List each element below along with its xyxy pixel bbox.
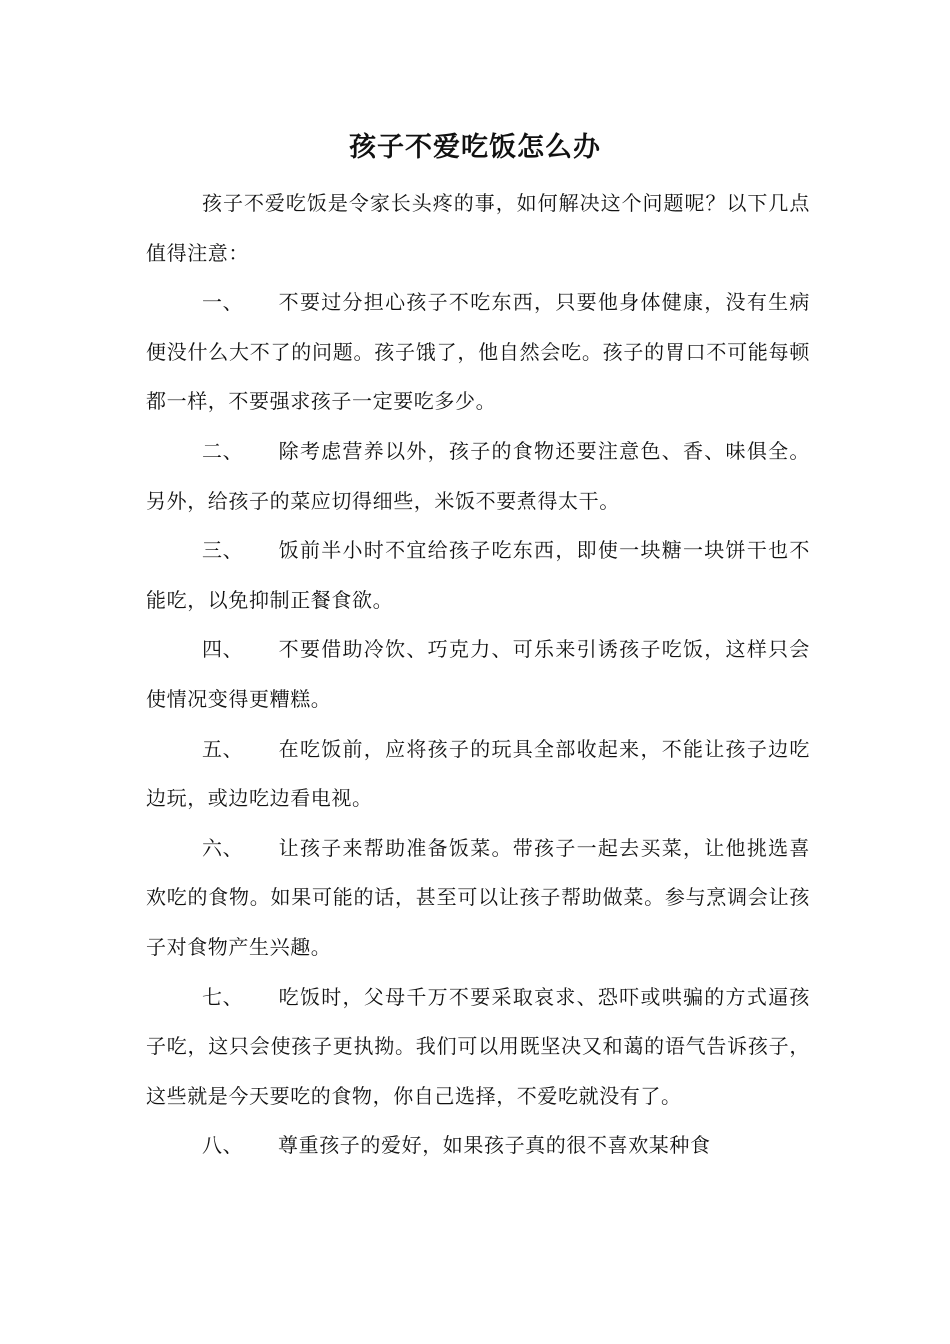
item-number: 一、 [202,290,244,315]
intro-paragraph: 孩子不爱吃饭是令家长头疼的事，如何解决这个问题呢？以下几点值得注意： [146,191,810,265]
item-number: 二、 [202,438,244,463]
item-number: 八、 [202,1133,244,1158]
list-item-5 [146,725,810,824]
item-text: 吃饭时，父母千万不要采取哀求、恐吓或哄骗的方式逼孩子吃，这只会使孩子更执拗。我们可以用既坚决又和蔼的语气告诉孩子，这些就是今天要吃的食物，你自己选择，不爱吃就没有了。 [146,984,810,1108]
document-title: 孩子不爱吃饭怎么办 [349,132,601,163]
list-item-8 [146,1121,810,1171]
list-item-1 [146,278,810,427]
item-text: 在吃饭前，应将孩子的玩具全部收起来，不能让孩子边吃边玩，或边吃边看电视。 [146,736,810,811]
list-item-3 [146,526,810,625]
item-text: 尊重孩子的爱好，如果孩子真的很不喜欢某种食 [278,1133,711,1158]
item-number: 六、 [202,835,244,860]
document-body [146,179,810,1171]
list-item-6 [146,824,810,973]
item-number: 五、 [202,736,244,761]
item-number: 四、 [202,637,244,662]
item-number: 七、 [202,984,244,1009]
item-text: 除考虑营养以外，孩子的食物还要注意色、香、味俱全。另外，给孩子的菜应切得细些，米饭不要煮得太干。 [146,438,810,513]
item-number: 三、 [202,538,244,563]
item-text: 不要过分担心孩子不吃东西，只要他身体健康，没有生病便没什么大不了的问题。孩子饿了，他自然会吃。孩子的胃口不可能每顿都一样，不要强求孩子一定要吃多少。 [146,290,810,414]
item-text: 不要借助冷饮、巧克力、可乐来引诱孩子吃饭，这样只会使情况变得更糟糕。 [146,637,810,711]
list-item-7 [146,973,810,1122]
list-item-4 [146,625,810,724]
item-text: 让孩子来帮助准备饭菜。带孩子一起去买菜，让他挑选喜欢吃的食物。如果可能的话，甚至可以让孩子帮助做菜。参与烹调会让孩子对食物产生兴趣。 [146,835,810,959]
list-item-2 [146,427,810,526]
item-text: 饭前半小时不宜给孩子吃东西，即使一块糖一块饼干也不能吃，以免抑制正餐食欲。 [146,538,810,612]
